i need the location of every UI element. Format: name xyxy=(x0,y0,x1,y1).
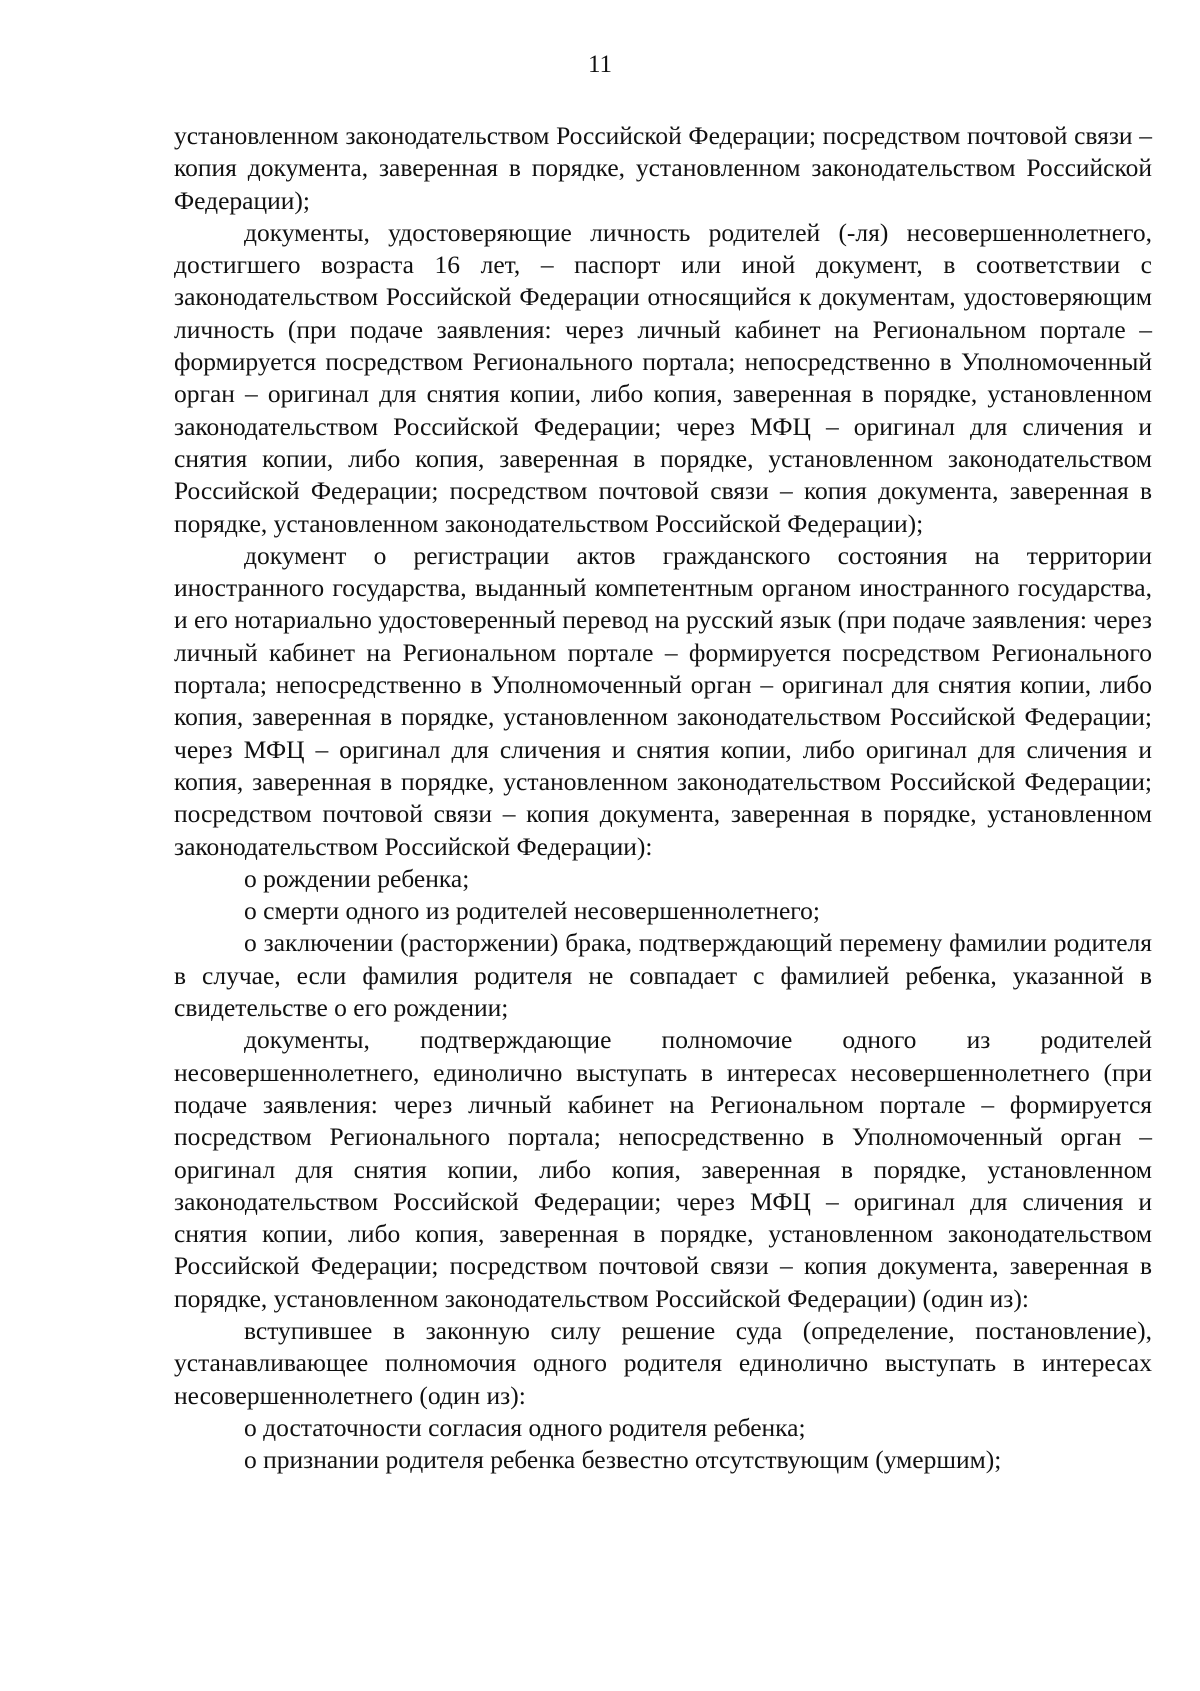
list-item: о достаточности согласия одного родителя ребенка; xyxy=(244,1412,806,1442)
paragraph: установленном законодательством Российской Федерации; посредством почтовой связи – копия документа, заверенная в порядке, установленном законодательством Российской Федерации); xyxy=(174,121,1152,215)
list-item: о смерти одного из родителей несовершеннолетнего; xyxy=(244,896,820,926)
paragraph: документ о регистрации актов гражданского состояния на территории иностранного государства, выданный компетентным органом иностранного государства, и его нотариально удостоверенный перевод на русский язык (при подаче заявления: через личный кабинет на Региональном портале – формируется посредством Регионального портала; непосредственно в Уполномоченный орган – оригинал для снятия копии, либо копия, заверенная в порядке, установленном законодательством Российской Федерации; через МФЦ – оригинал для сличения и снятия копии, либо оригинал для сличения и копия, заверенная в порядке, установленном законодательством Российской Федерации; посредством почтовой связи – копия документа, заверенная в порядке, установленном законодательством Российской Федерации): xyxy=(174,540,1152,861)
paragraph: вступившее в законную силу решение суда (определение, постановление), устанавливающее полномочия одного родителя единолично выступать в интересах несовершеннолетнего (один из): xyxy=(174,1315,1152,1410)
list-item: о признании родителя ребенка безвестно отсутствующим (умершим); xyxy=(244,1445,1002,1475)
page-number: 11 xyxy=(587,51,613,78)
list-item: о рождении ребенка; xyxy=(244,863,470,893)
paragraph: документы, удостоверяющие личность родителей (-ля) несовершеннолетнего, достигшего возраста 16 лет, – паспорт или иной документ, в соответствии с законодательством Российской Федерации относящийся к документам, удостоверяющим личность (при подаче заявления: через личный кабинет на Региональном портале – формируется посредством Регионального портала; непосредственно в Уполномоченный орган – оригинал для снятия копии, либо копия, заверенная в порядке, установленном законодательством Российской Федерации; через МФЦ – оригинал для сличения и снятия копии, либо копия, заверенная в порядке, установленном законодательством Российской Федерации; посредством почтовой связи – копия документа, заверенная в порядке, установленном законодательством Российской Федерации); xyxy=(174,217,1152,538)
document-body xyxy=(174,120,1152,1476)
paragraph: документы, подтверждающие полномочие одного из родителей несовершеннолетнего, единолично выступать в интересах несовершеннолетнего (при подаче заявления: через личный кабинет на Региональном портале – формируется посредством Регионального портала; непосредственно в Уполномоченный орган – оригинал для снятия копии, либо копия, заверенная в порядке, установленном законодательством Российской Федерации; через МФЦ – оригинал для сличения и снятия копии, либо копия, заверенная в порядке, установленном законодательством Российской Федерации; посредством почтовой связи – копия документа, заверенная в порядке, установленном законодательством Российской Федерации) (один из): xyxy=(174,1025,1152,1313)
paragraph: о заключении (расторжении) брака, подтверждающий перемену фамилии родителя в случае, если фамилия родителя не совпадает с фамилией ребенка, указанной в свидетельстве о его рождении; xyxy=(174,928,1152,1023)
